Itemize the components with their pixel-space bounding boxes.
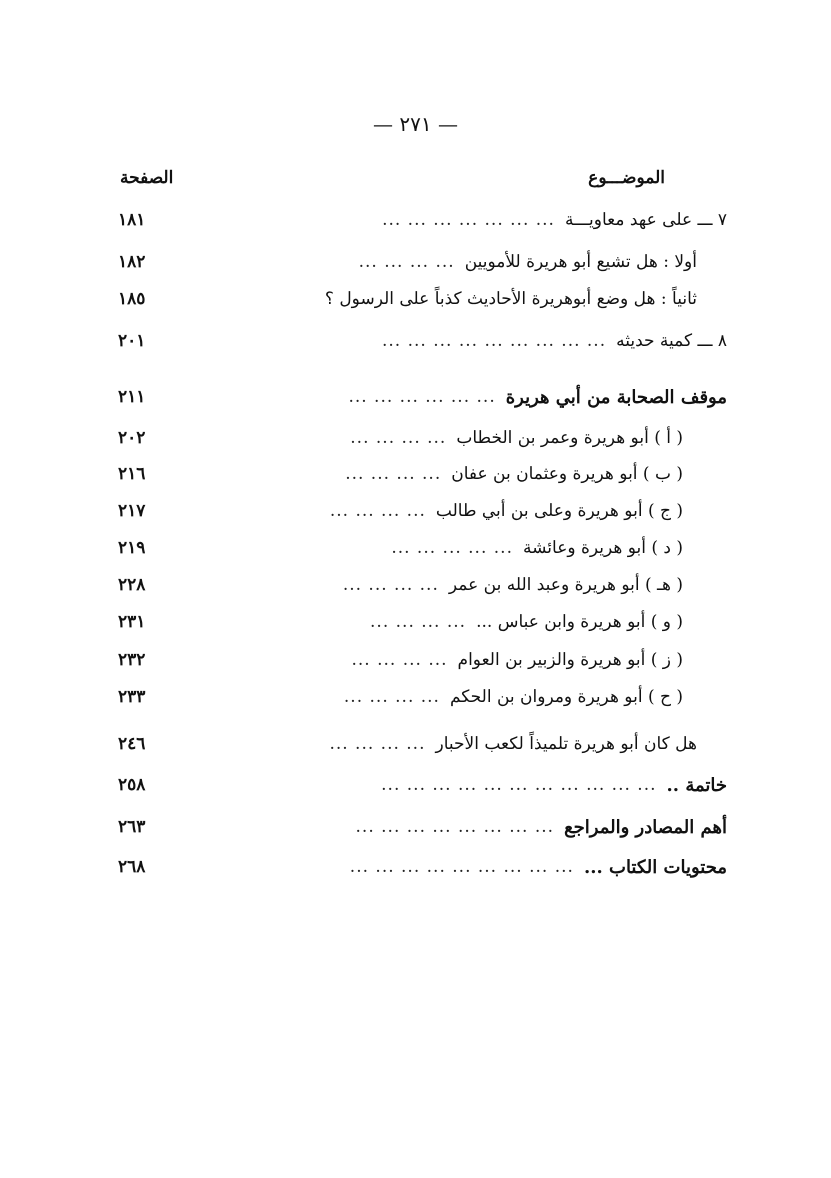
toc-entry xyxy=(118,286,727,312)
toc-entry-title: خاتمة .. xyxy=(666,774,727,796)
toc-entry-title: ( د ) أبو هريرة وعائشة xyxy=(523,538,683,558)
toc-entry xyxy=(118,572,727,598)
leader-dots: ... ... ... ... ... ... ... ... ... xyxy=(349,857,574,877)
toc-entry-title: ( ز ) أبو هريرة والزبير بن العوام xyxy=(457,650,683,670)
toc-entry xyxy=(118,609,727,635)
toc-section-heading xyxy=(118,384,727,410)
toc-entry-title: ( أ ) أبو هريرة وعمر بن الخطاب xyxy=(456,428,683,448)
toc-section-heading xyxy=(118,854,727,880)
toc-entry xyxy=(118,461,727,487)
toc-entry-title: ( و ) أبو هريرة وابن عباس ... xyxy=(476,612,683,632)
toc-entry-page: ٢١٧ xyxy=(118,501,146,521)
page-number: — ٢٧١ — xyxy=(373,112,458,136)
toc-entry-title: ( ح ) أبو هريرة ومروان بن الحكم xyxy=(449,687,683,707)
toc-entry-page: ٢٣١ xyxy=(118,612,146,632)
toc-entry-page: ٢٣٢ xyxy=(118,650,146,670)
leader-dots: ... ... ... ... xyxy=(329,501,426,521)
toc-entry-title: ( هـ ) أبو هريرة وعبد الله بن عمر xyxy=(448,575,683,595)
leader-dots: ... ... ... ... xyxy=(345,464,442,484)
leader-dots: ... ... ... ... xyxy=(342,575,439,595)
leader-dots: ... ... ... ... ... ... ... ... ... ... ... xyxy=(381,775,657,795)
leader-dots: ... ... ... ... ... xyxy=(391,538,513,558)
toc-entry-page: ١٨٥ xyxy=(118,289,146,309)
toc-entry-title: موقف الصحابة من أبي هريرة xyxy=(505,386,727,408)
leader-dots: ... ... ... ... xyxy=(350,428,447,448)
leader-dots: ... ... ... ... xyxy=(343,687,440,707)
topic-column-header: الموضـــوع xyxy=(588,168,665,188)
toc-entry-page: ١٨١ xyxy=(118,210,146,230)
toc-entry xyxy=(118,684,727,710)
toc-entry-title: ٧ ـــ على عهد معاويـــة xyxy=(564,210,727,230)
toc-entry-page: ١٨٢ xyxy=(118,252,146,272)
toc-entry-title: أولا : هل تشيع أبو هريرة للأمويين xyxy=(464,252,697,272)
toc-entry-page: ٢٣٣ xyxy=(118,687,146,707)
toc-entry-title: ثانياً : هل وضع أبوهريرة الأحاديث كذباً على الرسول ؟ xyxy=(324,289,697,309)
toc-section-heading xyxy=(118,772,727,798)
leader-dots: ... ... ... ... ... ... ... ... ... xyxy=(381,331,607,351)
toc-entry xyxy=(118,425,727,451)
leader-dots: ... ... ... ... xyxy=(358,252,455,272)
leader-dots: ... ... ... ... xyxy=(329,734,426,754)
toc-entry-page: ٢٢٨ xyxy=(118,575,146,595)
toc-entry xyxy=(118,328,727,354)
toc-entry-page: ٢١٦ xyxy=(118,464,146,484)
leader-dots: ... ... ... ... ... ... ... ... xyxy=(355,817,555,837)
toc-entry-title: أهم المصادر والمراجع xyxy=(564,816,727,838)
toc-entry-page: ٢١٩ xyxy=(118,538,146,558)
toc-entry-page: ٢٤٦ xyxy=(118,734,146,754)
toc-entry-title: ( ب ) أبو هريرة وعثمان بن عفان xyxy=(451,464,683,484)
toc-entry-page: ٢٠٢ xyxy=(118,428,146,448)
toc-entry xyxy=(118,498,727,524)
toc-entry xyxy=(118,249,727,275)
page-column-header: الصفحة xyxy=(120,168,174,188)
toc-entry-page: ٢٦٣ xyxy=(118,817,146,837)
leader-dots: ... ... ... ... ... ... xyxy=(348,387,496,407)
toc-entry xyxy=(118,731,727,757)
leader-dots: ... ... ... ... xyxy=(351,650,448,670)
toc-entry-title: ٨ ـــ كمية حديثه xyxy=(616,331,727,351)
toc-section-heading xyxy=(118,814,727,840)
toc-entry xyxy=(118,207,727,233)
toc-entry-page: ٢٠١ xyxy=(118,331,146,351)
toc-entry-page: ٢٥٨ xyxy=(118,775,146,795)
toc-entry-page: ٢٦٨ xyxy=(118,857,146,877)
leader-dots: ... ... ... ... ... ... ... xyxy=(382,210,555,230)
toc-entry-title: هل كان أبو هريرة تلميذاً لكعب الأحبار xyxy=(435,734,697,754)
toc-entry xyxy=(118,535,727,561)
toc-entry-page: ٢١١ xyxy=(118,387,146,407)
leader-dots: ... ... ... ... xyxy=(370,612,467,632)
toc-entry xyxy=(118,647,727,673)
toc-entry-title: محتويات الكتاب ... xyxy=(583,856,727,878)
toc-entry-title: ( ج ) أبو هريرة وعلى بن أبي طالب xyxy=(435,501,683,521)
